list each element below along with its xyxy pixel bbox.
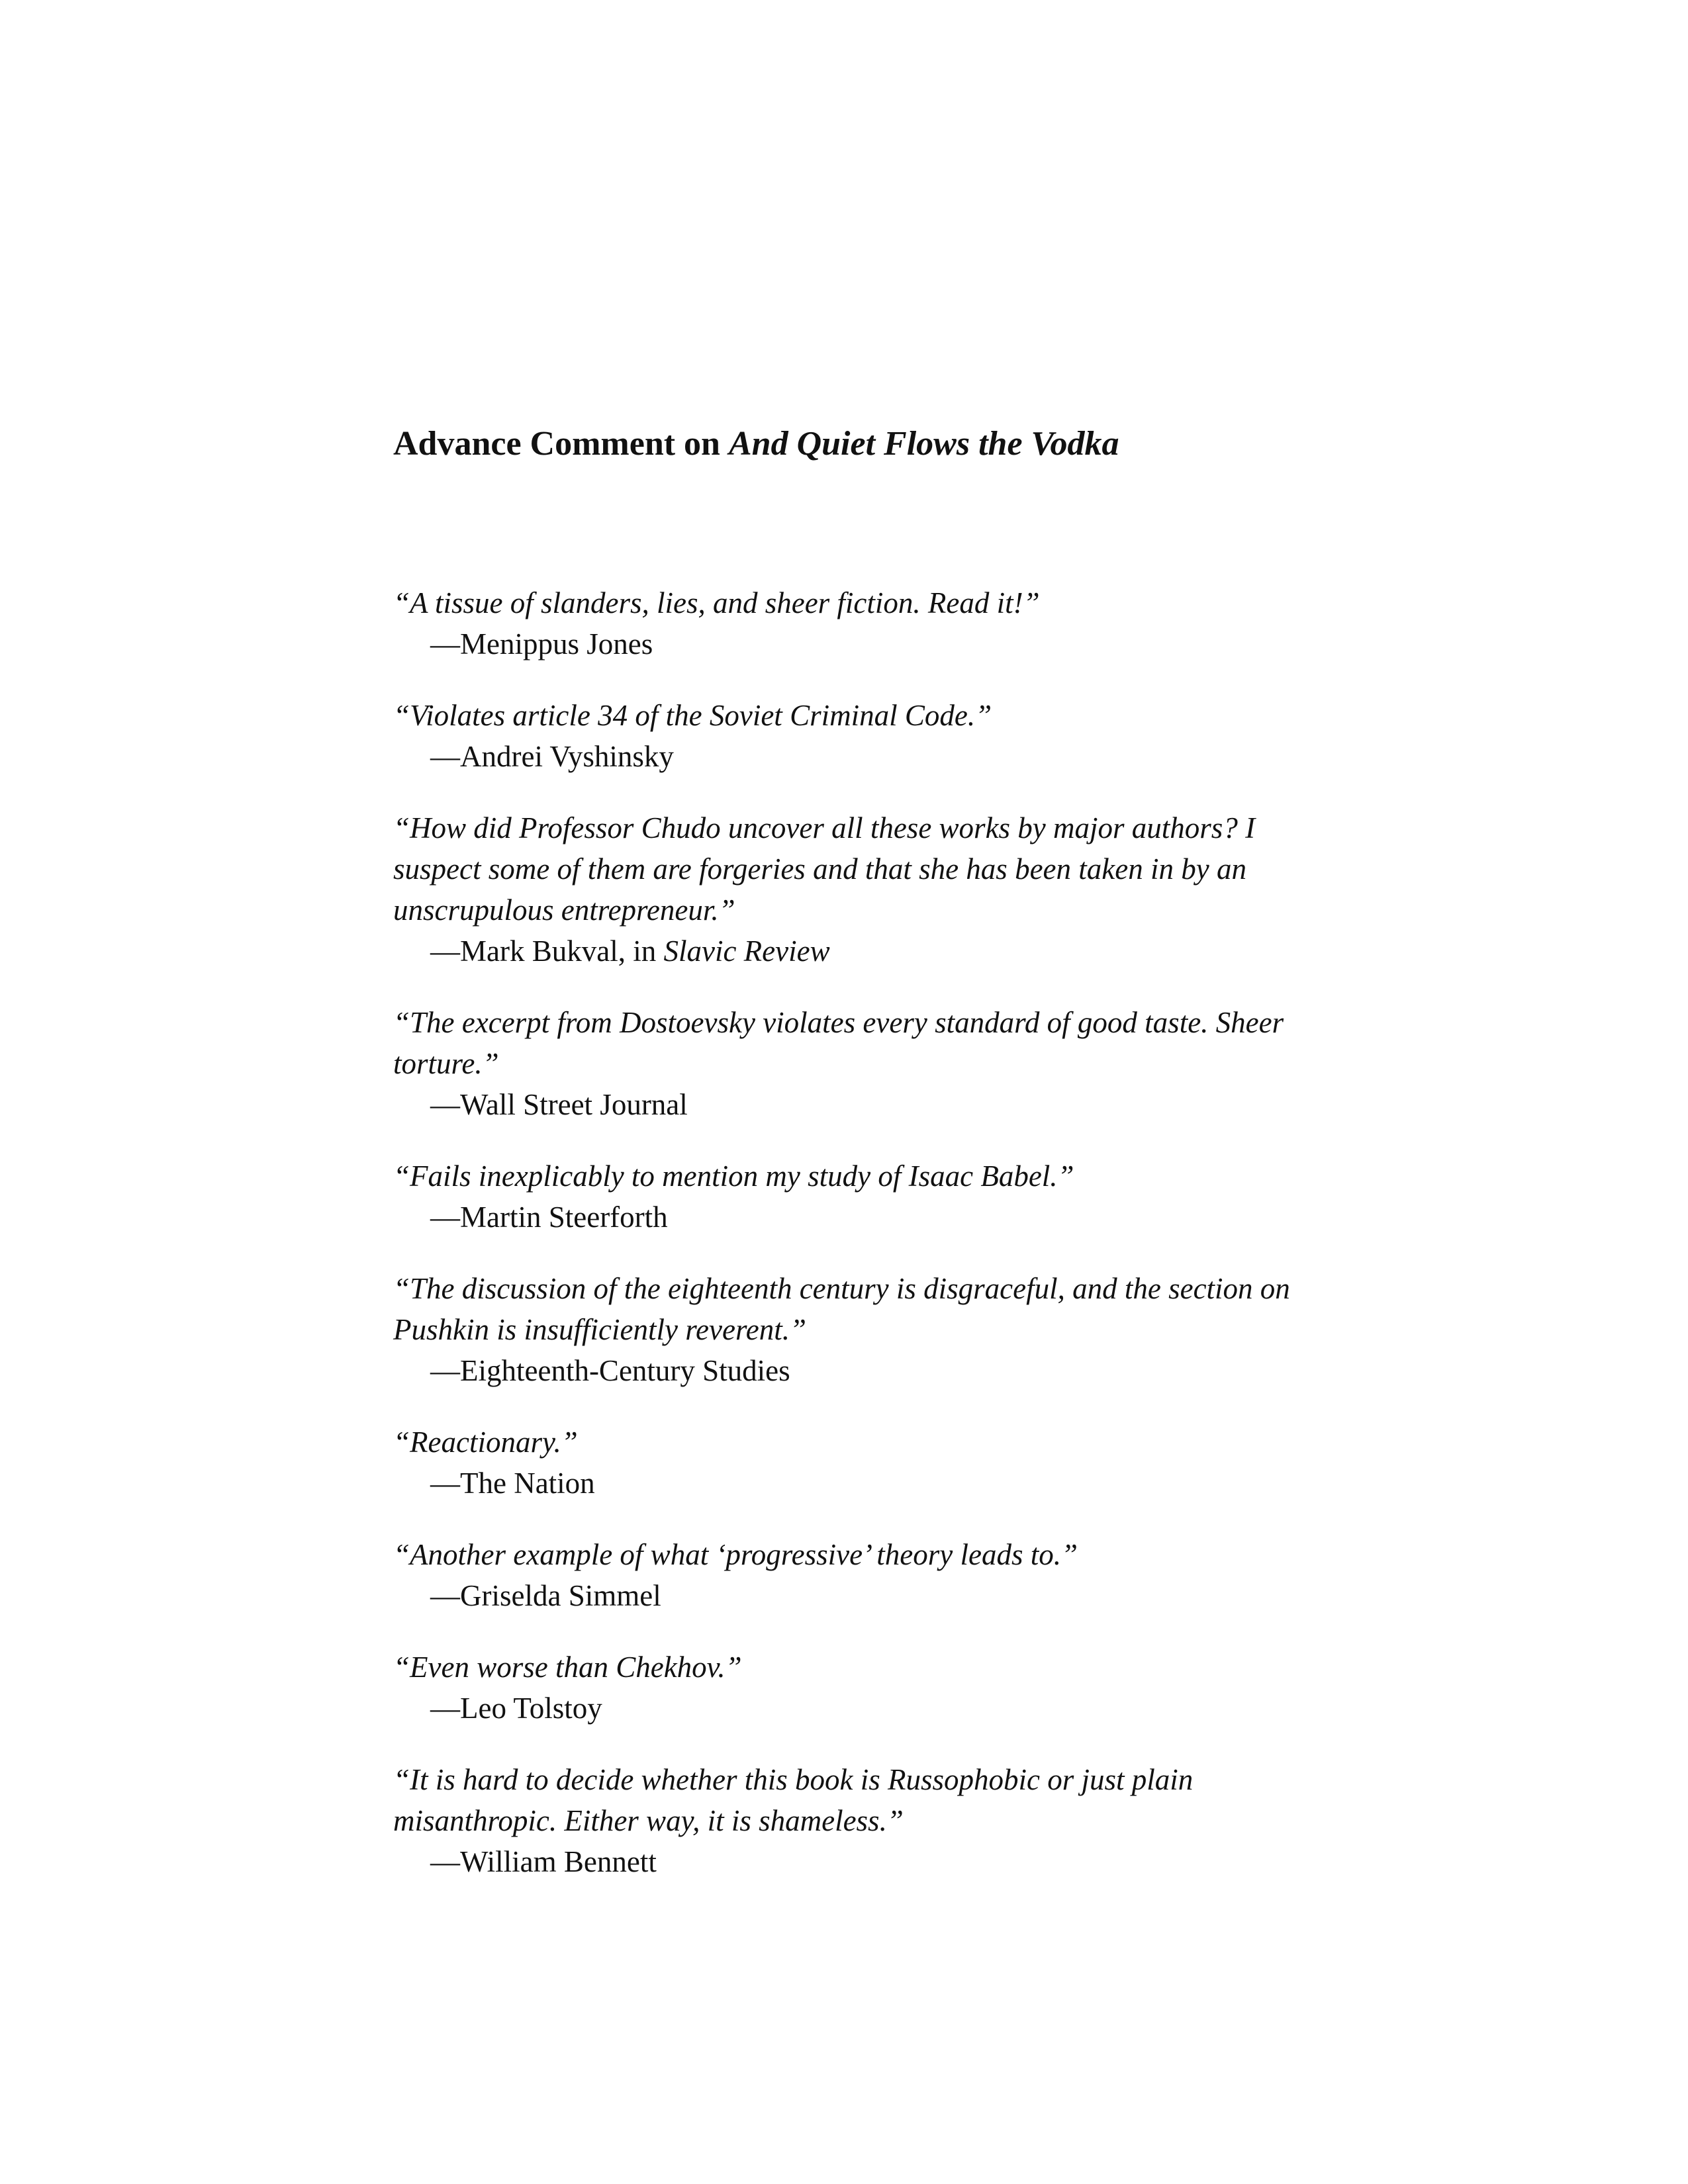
attribution-dash: —: [430, 1354, 460, 1388]
comment-attribution: [393, 736, 1293, 777]
comment-attribution: [393, 1688, 1293, 1729]
comment-quote: “The excerpt from Dostoevsky violates every standard of good taste. Sheer torture.”: [393, 1006, 1284, 1081]
comment-item: [393, 1156, 1293, 1238]
attribution-source: Wall Street Journal: [460, 1088, 688, 1122]
comment-quote: “The discussion of the eighteenth century is disgraceful, and the section on Pushkin is insufficiently reverent.”: [393, 1272, 1290, 1347]
comments-list: [393, 582, 1293, 1882]
comment-quote: “A tissue of slanders, lies, and sheer fiction. Read it!”: [393, 586, 1040, 620]
comment-item: [393, 582, 1293, 664]
comment-quote: “Another example of what ‘progressive’ theory leads to.”: [393, 1538, 1078, 1572]
comment-item: [393, 695, 1293, 777]
attribution-dash: —: [430, 1201, 460, 1234]
book-title: And Quiet Flows the Vodka: [728, 425, 1119, 463]
attribution-author: Martin Steerforth: [460, 1201, 668, 1234]
document-page: [393, 424, 1293, 1913]
attribution-author: Andrei Vyshinsky: [460, 740, 674, 774]
attribution-source: Slavic Review: [663, 934, 830, 968]
comment-item: [393, 1647, 1293, 1729]
comment-item: [393, 807, 1293, 972]
attribution-dash: —: [430, 934, 460, 968]
comment-quote: “It is hard to decide whether this book is Russophobic or just plain misanthropic. Either way, it is shameless.”: [393, 1763, 1194, 1838]
comment-item: [393, 1268, 1293, 1391]
comment-quote: “Fails inexplicably to mention my study of Isaac Babel.”: [393, 1160, 1074, 1193]
attribution-dash: —: [430, 1692, 460, 1725]
comment-quote: “Reactionary.”: [393, 1426, 578, 1459]
page-heading: [393, 424, 1293, 465]
comment-quote: “Even worse than Chekhov.”: [393, 1651, 742, 1684]
attribution-source: Eighteenth-Century Studies: [460, 1354, 790, 1388]
attribution-dash: —: [430, 740, 460, 774]
attribution-author: William Bennett: [460, 1845, 657, 1879]
attribution-joiner: , in: [618, 934, 664, 968]
comment-attribution: [393, 1841, 1293, 1882]
comment-attribution: [393, 1197, 1293, 1238]
comment-attribution: [393, 1350, 1293, 1391]
attribution-dash: —: [430, 1845, 460, 1879]
attribution-dash: —: [430, 1467, 460, 1500]
comment-item: [393, 1002, 1293, 1125]
comment-item: [393, 1422, 1293, 1504]
heading-prefix: Advance Comment on: [393, 425, 729, 463]
comment-attribution: [393, 931, 1293, 972]
attribution-author: Griselda Simmel: [460, 1579, 661, 1613]
comment-attribution: [393, 1084, 1293, 1125]
comment-quote: “How did Professor Chudo uncover all these works by major authors? I suspect some of them are forgeries and that she has been taken in by an unscrupulous entrepreneur.”: [393, 811, 1256, 927]
attribution-author: Leo Tolstoy: [460, 1692, 602, 1725]
attribution-dash: —: [430, 1088, 460, 1122]
attribution-dash: —: [430, 1579, 460, 1613]
comment-item: [393, 1534, 1293, 1616]
comment-quote: “Violates article 34 of the Soviet Criminal Code.”: [393, 699, 992, 733]
comment-attribution: [393, 1463, 1293, 1504]
attribution-author: Mark Bukval: [460, 934, 618, 968]
comment-attribution: [393, 623, 1293, 664]
comment-attribution: [393, 1575, 1293, 1616]
attribution-source: The Nation: [460, 1467, 595, 1500]
attribution-dash: —: [430, 627, 460, 661]
attribution-author: Menippus Jones: [460, 627, 653, 661]
comment-item: [393, 1759, 1293, 1882]
